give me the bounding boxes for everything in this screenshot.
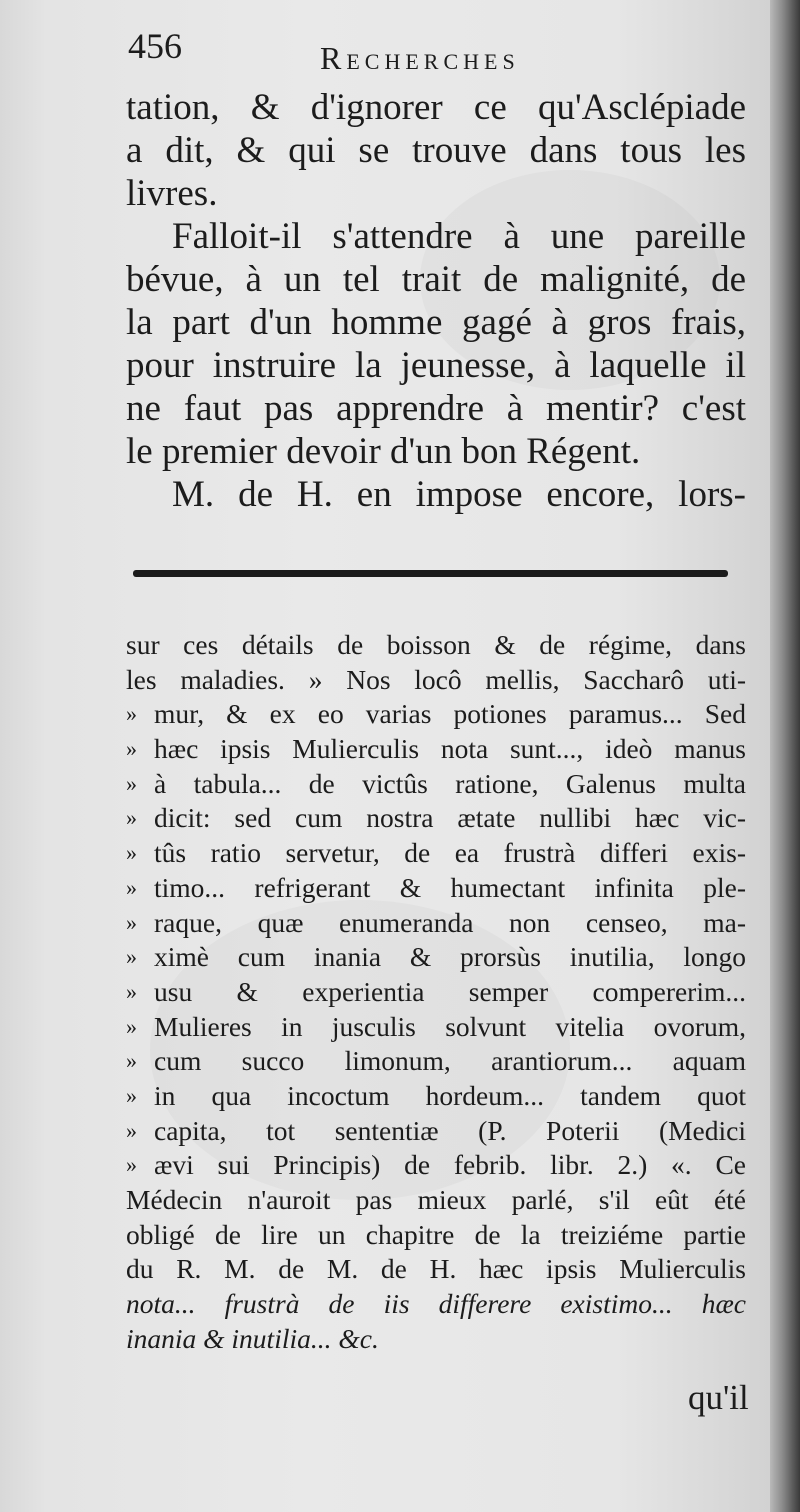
- footnote-line-text: raque, quæ enumeranda non censeo, ma-: [154, 906, 746, 938]
- footnote-line: [126, 767, 746, 802]
- footnote-line: [126, 1010, 746, 1045]
- running-head: Recherches: [320, 40, 520, 76]
- quote-mark: »: [126, 1152, 137, 1178]
- quote-mark: »: [126, 978, 137, 1004]
- quote-mark: »: [126, 770, 137, 796]
- body-line: tation, & d'ignorer ce qu'Asclépiade: [126, 87, 746, 128]
- quote-mark: »: [126, 944, 137, 970]
- body-line: pour instruire la jeunesse, à laquelle il: [126, 345, 746, 386]
- quote-mark: »: [126, 1013, 137, 1039]
- footnote-line: [126, 940, 746, 975]
- footnote-line-text: cum succo limonum, arantiorum... aquam: [154, 1045, 746, 1077]
- body-line: a dit, & qui se trouve dans tous les: [126, 130, 746, 171]
- quote-mark: »: [126, 874, 137, 900]
- footnote-line-text: ximè cum inania & prorsùs inutilia, longo: [154, 941, 746, 973]
- footnote-line-text: tûs ratio servetur, de ea frustrà differi exis-: [154, 837, 746, 869]
- footnote-line-text: mur, & ex eo varias potiones paramus... Sed: [154, 698, 746, 730]
- footnote-line-text: timo... refrigerant & humectant infinita ple-: [154, 871, 746, 903]
- quote-mark: »: [126, 840, 137, 866]
- body-line: bévue, à un tel trait de malignité, de: [126, 259, 746, 300]
- quote-mark: »: [126, 1082, 137, 1108]
- footnote-line: [126, 836, 746, 871]
- footnote-line: du R. M. de M. de H. hæc ipsis Mulierculis: [126, 1253, 746, 1285]
- footnote-line-text: usu & experientia semper compererim...: [154, 975, 746, 1007]
- footnote-line-text: hæc ipsis Mulierculis nota sunt..., ideò manus: [154, 733, 746, 765]
- footnote-line: [126, 1079, 746, 1114]
- footnote-line-text: Mulieres in jusculis solvunt vitelia ovorum,: [154, 1010, 746, 1042]
- quote-mark: »: [126, 805, 137, 831]
- quote-mark: »: [126, 1048, 137, 1074]
- footnote: [126, 628, 746, 1356]
- footnote-line: nota... frustrà de iis differere existimo... hæc: [126, 1288, 746, 1320]
- footnote-line-text: à tabula... de victûs ratione, Galenus multa: [154, 767, 746, 799]
- page-edge-shadow: [770, 0, 800, 1512]
- body-line: la part d'un homme gagé à gros frais,: [126, 302, 746, 343]
- footnote-line: [126, 697, 746, 732]
- footnote-separator-rule: [133, 570, 728, 577]
- footnote-line-text: capita, tot sententiæ (P. Poterii (Medici: [154, 1114, 746, 1146]
- footnote-line: obligé de lire un chapitre de la treiziéme partie: [126, 1218, 746, 1250]
- footnote-line: [126, 906, 746, 941]
- footnote-line: les maladies. » Nos locô mellis, Saccharô uti-: [126, 663, 746, 695]
- main-text: [126, 86, 746, 516]
- footnote-line: [126, 732, 746, 767]
- footnote-line-text: ævi sui Principis) de febrib. libr. 2.) «. Ce: [154, 1149, 746, 1181]
- footnote-line: [126, 801, 746, 836]
- quote-mark: »: [126, 736, 137, 762]
- footnote-line: [126, 1044, 746, 1079]
- catchword: qu'il: [688, 1378, 749, 1417]
- quote-mark: »: [126, 909, 137, 935]
- body-line: le premier devoir d'un bon Régent.: [126, 431, 641, 472]
- footnote-line: Médecin n'auroit pas mieux parlé, s'il eût été: [126, 1184, 746, 1215]
- body-line: livres.: [126, 173, 218, 214]
- body-line: ne faut pas apprendre à mentir? c'est: [126, 388, 746, 429]
- footnote-line-text: dicit: sed cum nostra ætate nullibi hæc vic-: [154, 802, 746, 834]
- footnote-line: [126, 1148, 746, 1183]
- footnote-line: [126, 975, 746, 1010]
- quote-mark: »: [126, 1117, 137, 1143]
- footnote-line: [126, 871, 746, 906]
- footnote-line-text: in qua incoctum hordeum... tandem quot: [154, 1079, 746, 1111]
- body-line: M. de H. en impose encore, lors-: [172, 474, 746, 515]
- quote-mark: »: [126, 701, 137, 727]
- body-line: Falloit-il s'attendre à une pareille: [172, 216, 746, 257]
- footnote-line: inania & inutilia... &c.: [126, 1322, 379, 1354]
- page-number: 456: [128, 26, 182, 66]
- footnote-line: sur ces détails de boisson & de régime, dans: [126, 629, 746, 660]
- footnote-line: [126, 1114, 746, 1149]
